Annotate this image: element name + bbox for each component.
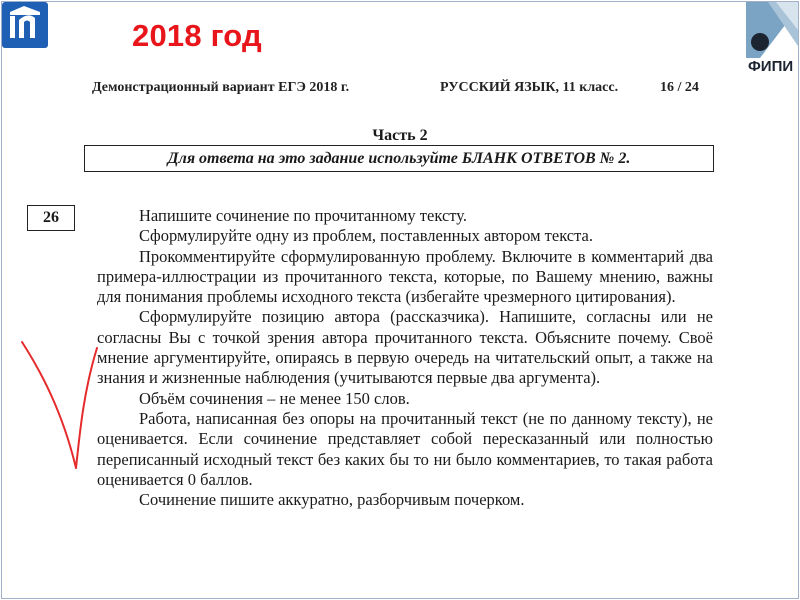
doc-header-subject: РУССКИЙ ЯЗЫК, 11 класс. bbox=[440, 80, 619, 95]
task-paragraph: Объём сочинения – не менее 150 слов. bbox=[139, 388, 410, 408]
fipi-logo bbox=[746, 2, 798, 76]
task-paragraph: Прокомментируйте сформулированную проблему. Включите в комментарий два примера-иллюстрации из прочитанного текста, которые, по Вашему мнению, важны для понимания проблемы исходного текста (избегайте чрезмерного цитирования). bbox=[97, 246, 713, 307]
part-title: Часть 2 bbox=[372, 127, 428, 144]
task-paragraph: Напишите сочинение по прочитанному тексту. bbox=[139, 206, 467, 225]
task-paragraph: Работа, написанная без опоры на прочитанный текст (не по данному тексту), не оценивается. Если сочинение представляет собой пересказанный или полностью переписанный исходный текст без каких бы то ни было комментариев, то такая работа оценивается 0 баллов. bbox=[97, 408, 713, 489]
institute-logo-icon bbox=[2, 2, 48, 48]
year-title: 2018 год bbox=[132, 18, 262, 53]
fipi-logo-caption: ФИПИ bbox=[748, 58, 794, 75]
doc-header-left: Демонстрационный вариант ЕГЭ 2018 г. bbox=[92, 80, 350, 95]
task-text bbox=[97, 206, 713, 510]
task-paragraph: Сформулируйте одну из проблем, поставленных автором текста. bbox=[139, 226, 593, 246]
fipi-logo-icon bbox=[746, 2, 798, 58]
task-paragraph: Сформулируйте позицию автора (рассказчика). Напишите, согласны или не согласны Вы с точкой зрения автора прочитанного текста. Объясните почему. Своё мнение аргументируйте, опираясь в первую очередь на читательский опыт, а также на знания и жизненные наблюдения (учитываются первые два аргумента). bbox=[97, 307, 713, 388]
answer-form-instruction: Для ответа на это задание используйте БЛАНК ОТВЕТОВ № 2. bbox=[84, 145, 714, 172]
task-paragraph: Сочинение пишите аккуратно, разборчивым почерком. bbox=[139, 490, 525, 510]
task-number: 26 bbox=[27, 205, 75, 231]
doc-header-page: 16 / 24 bbox=[660, 80, 699, 95]
